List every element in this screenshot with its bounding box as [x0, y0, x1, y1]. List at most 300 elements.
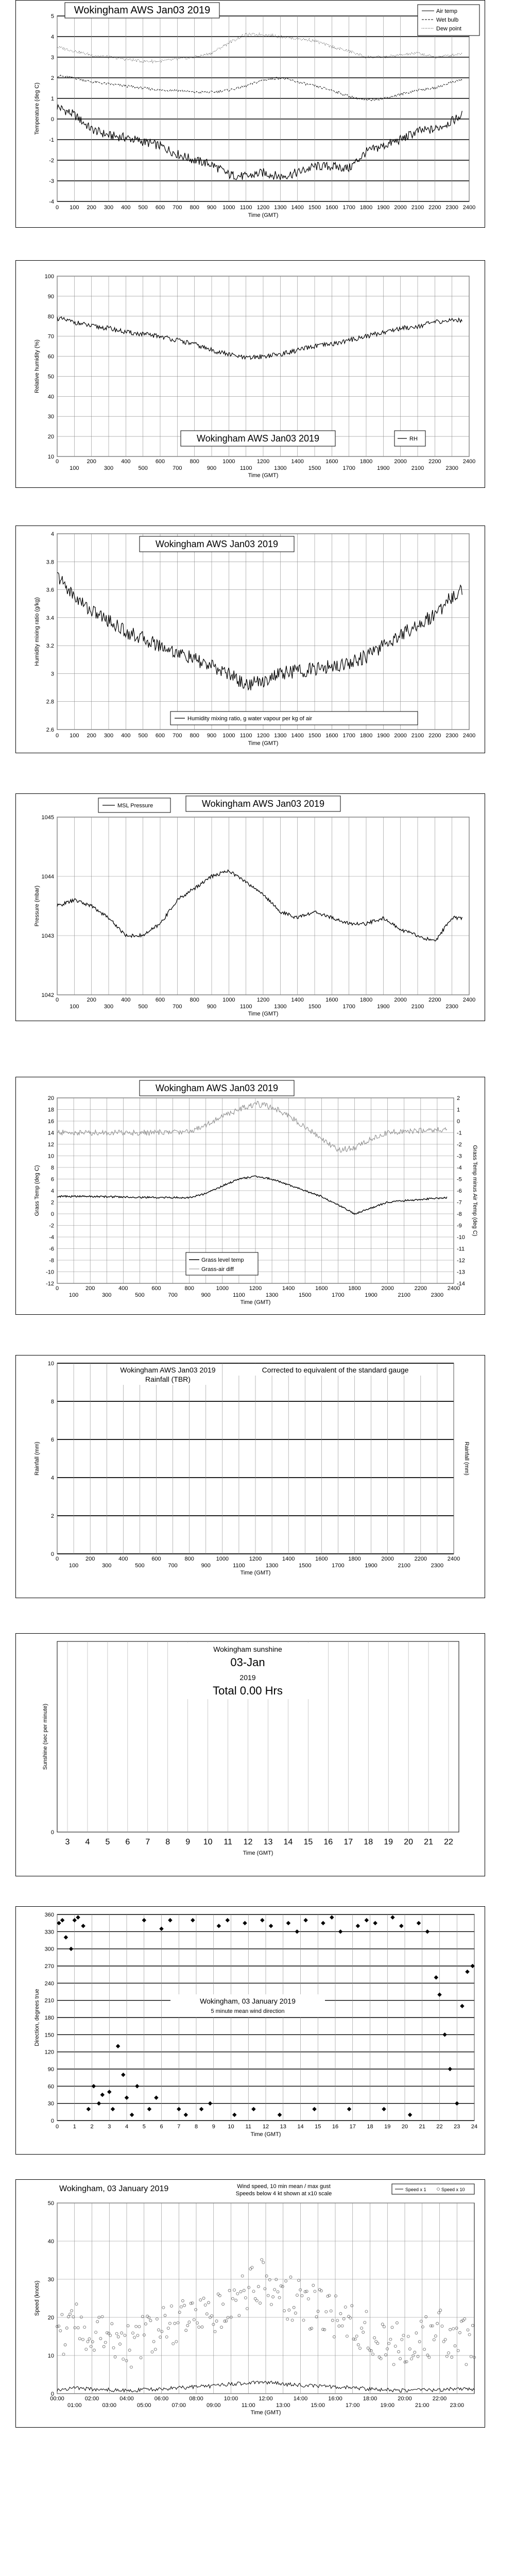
chart-title: Wokingham AWS Jan03 2019 [155, 1083, 279, 1093]
chart-title: Wokingham, 03 January 2019 [59, 2184, 169, 2193]
y-tick-label: 3.2 [46, 643, 54, 650]
x-tick-label: 21 [419, 2124, 425, 2130]
x-tick-label: 10 [203, 1838, 213, 1846]
x-tick-label: 20:00 [398, 2396, 412, 2402]
y-tick-label: 300 [44, 1946, 54, 1953]
x-tick-label: 1600 [325, 733, 338, 739]
x-tick-label: 5 [105, 1838, 110, 1846]
x-tick-label: 9 [212, 2124, 215, 2130]
x-tick-label: 1100 [239, 1004, 252, 1010]
x-tick-label: 2400 [447, 1285, 460, 1292]
chart-title: Wokingham AWS Jan03 2019 [196, 433, 320, 444]
x-tick-label: 1700 [332, 1563, 345, 1569]
x-tick-label: 20 [401, 2124, 408, 2130]
x-tick-label: 21 [424, 1838, 433, 1846]
x-tick-label: 2300 [445, 733, 458, 739]
y-tick-label: -10 [46, 1269, 54, 1276]
y-tick-label: 270 [44, 1963, 54, 1970]
x-tick-label: 2000 [381, 1285, 394, 1292]
x-tick-label: 13 [280, 2124, 286, 2130]
x-axis-label: Time (GMT) [248, 1011, 279, 1017]
chart-title: Wokingham AWS Jan03 2019 [155, 539, 279, 549]
x-tick-label: 500 [138, 465, 148, 471]
x-tick-label: 13:00 [276, 2402, 290, 2409]
y-tick-label: 90 [47, 2066, 54, 2073]
x-tick-label: 16 [332, 2124, 339, 2130]
x-tick-label: 700 [173, 1004, 182, 1010]
x-tick-label: 2000 [394, 459, 407, 465]
x-tick-label: 1200 [256, 459, 270, 465]
y-tick-label: 1 [50, 96, 54, 102]
x-tick-label: 2200 [428, 733, 441, 739]
x-tick-label: 600 [155, 733, 165, 739]
x-tick-label: 1500 [299, 1292, 312, 1298]
y-tick-label: 16 [47, 1118, 54, 1125]
x-tick-label: 18:00 [363, 2396, 377, 2402]
y-tick-label: 70 [47, 333, 54, 340]
x-tick-label: 1200 [249, 1556, 262, 1562]
y-tick-label: 4 [50, 1475, 54, 1481]
x-axis-label: Time (GMT) [248, 740, 279, 747]
chart-panel-pressure [15, 793, 485, 1021]
x-tick-label: 500 [138, 733, 148, 739]
x-tick-label: 12 [262, 2124, 269, 2130]
x-tick-label: 1200 [256, 733, 270, 739]
y-tick-label: -3 [49, 178, 54, 184]
y-tick-label: 1044 [41, 874, 54, 880]
x-tick-label: 2100 [411, 1004, 424, 1010]
x-tick-label: 600 [151, 1556, 161, 1562]
y-tick-label: -6 [49, 1246, 54, 1252]
y-tick-label: 330 [44, 1929, 54, 1936]
chart-total: Total 0.00 Hrs [213, 1684, 283, 1697]
x-tick-label: 1400 [291, 733, 304, 739]
y-right-tick-label: 0 [457, 1118, 460, 1125]
legend-label: MSL Pressure [117, 803, 153, 809]
y-tick-label: 3.4 [46, 615, 54, 621]
x-tick-label: 900 [201, 1563, 211, 1569]
x-tick-label: 2400 [462, 733, 476, 739]
x-axis-label: Time (GMT) [243, 1850, 273, 1856]
y-tick-label: 12 [47, 1142, 54, 1148]
y-axis-label: Sunshine (sec per minute) [42, 1703, 48, 1770]
y-tick-label: 60 [47, 2083, 54, 2090]
x-tick-label: 1700 [342, 205, 355, 211]
x-tick-label: 1000 [222, 733, 235, 739]
x-tick-label: 2400 [462, 997, 476, 1003]
x-tick-label: 1100 [239, 733, 252, 739]
x-tick-label: 1000 [216, 1556, 229, 1562]
x-tick-label: 300 [102, 1292, 112, 1298]
chart-panel-mixing-ratio [15, 526, 485, 753]
x-tick-label: 1600 [315, 1556, 328, 1562]
x-tick-label: 1900 [365, 1563, 377, 1569]
y-tick-label: 50 [47, 2200, 54, 2207]
y-right-tick-label: 2 [457, 1095, 460, 1101]
x-tick-label: 1700 [342, 465, 355, 471]
y-tick-label: 2.8 [46, 699, 54, 705]
x-tick-label: 800 [184, 1285, 194, 1292]
x-tick-label: 16:00 [328, 2396, 342, 2402]
x-tick-label: 1500 [308, 465, 321, 471]
x-tick-label: 1400 [291, 997, 304, 1003]
x-tick-label: 23:00 [450, 2402, 465, 2409]
y-tick-label: 40 [47, 394, 54, 400]
legend-label: Speed x 10 [441, 2187, 465, 2192]
x-tick-label: 2100 [411, 733, 424, 739]
x-tick-label: 0 [55, 997, 59, 1003]
x-tick-label: 23 [454, 2124, 460, 2130]
x-tick-label: 2200 [428, 459, 441, 465]
x-tick-label: 500 [138, 1004, 148, 1010]
chart-title: Wokingham sunshine [213, 1645, 282, 1653]
x-tick-label: 1400 [291, 205, 304, 211]
y-tick-label: 80 [47, 313, 54, 320]
y-tick-label: 150 [44, 2032, 54, 2039]
x-tick-label: 1000 [222, 205, 235, 211]
x-tick-label: 22:00 [432, 2396, 447, 2402]
x-tick-label: 200 [85, 1556, 95, 1562]
x-tick-label: 1700 [342, 733, 355, 739]
x-tick-label: 14:00 [293, 2396, 308, 2402]
x-tick-label: 1900 [377, 733, 390, 739]
legend-label: Dew point [436, 26, 461, 32]
y-tick-label: 1042 [41, 992, 54, 998]
x-tick-label: 1200 [256, 205, 270, 211]
x-tick-label: 2000 [394, 205, 407, 211]
x-tick-label: 1300 [274, 1004, 287, 1010]
x-tick-label: 1800 [359, 733, 373, 739]
chart-panel-grass-temp [15, 1077, 485, 1315]
chart-panel-wind-speed [15, 2179, 485, 2428]
chart-year: 2019 [239, 1673, 256, 1682]
x-tick-label: 600 [155, 459, 165, 465]
x-tick-label: 100 [68, 1563, 79, 1569]
y-right-tick-label: -10 [457, 1234, 465, 1241]
chart-panel-temperature [15, 0, 485, 228]
x-tick-label: 8 [194, 2124, 198, 2130]
x-tick-label: 16 [323, 1838, 333, 1846]
x-tick-label: 2100 [398, 1292, 410, 1298]
x-tick-label: 700 [173, 465, 182, 471]
legend-label: Humidity mixing ratio, g water vapour per kg of air [187, 716, 313, 722]
x-tick-label: 5 [142, 2124, 146, 2130]
y-tick-label: 20 [47, 1095, 54, 1101]
x-tick-label: 11 [245, 2124, 251, 2130]
x-tick-label: 900 [207, 1004, 217, 1010]
x-axis-label: Time (GMT) [250, 2131, 281, 2138]
x-tick-label: 1500 [308, 1004, 321, 1010]
y-tick-label: 240 [44, 1980, 54, 1987]
x-tick-label: 600 [151, 1285, 161, 1292]
y-tick-label: 10 [47, 2353, 54, 2359]
x-tick-label: 2 [90, 2124, 94, 2130]
y-tick-label: 120 [44, 2049, 54, 2056]
chart-note: Speeds below 4 kt shown at x10 scale [235, 2191, 332, 2197]
x-tick-label: 700 [173, 205, 182, 211]
y-right-tick-label: -2 [457, 1142, 462, 1148]
x-tick-label: 800 [190, 205, 199, 211]
x-tick-label: 1200 [249, 1285, 262, 1292]
y-tick-label: 40 [47, 2239, 54, 2245]
y-tick-label: 0 [50, 116, 54, 123]
x-tick-label: 04:00 [119, 2396, 134, 2402]
x-tick-label: 0 [55, 1556, 59, 1562]
x-tick-label: 500 [135, 1292, 145, 1298]
x-tick-label: 08:00 [189, 2396, 203, 2402]
x-tick-label: 02:00 [84, 2396, 99, 2402]
x-tick-label: 2400 [462, 205, 476, 211]
x-tick-label: 1300 [265, 1292, 279, 1298]
x-tick-label: 400 [121, 997, 131, 1003]
x-tick-label: 14 [283, 1838, 293, 1846]
x-axis-label: Time (GMT) [248, 212, 279, 218]
y-tick-label: -4 [49, 199, 54, 205]
x-tick-label: 6 [160, 2124, 163, 2130]
chart-subtitle: 5 minute mean wind direction [211, 2008, 285, 2014]
y-tick-label: 0 [50, 1551, 54, 1557]
x-tick-label: 2000 [394, 733, 407, 739]
y-tick-label: 14 [47, 1130, 54, 1137]
x-tick-label: 1600 [325, 205, 338, 211]
x-tick-label: 1000 [222, 997, 235, 1003]
chart-panel-humidity [15, 260, 485, 488]
x-tick-label: 09:00 [206, 2402, 221, 2409]
x-tick-label: 0 [55, 459, 59, 465]
y-tick-label: 30 [47, 414, 54, 420]
y-tick-label: 6 [50, 1176, 54, 1183]
y-axis-label: Temperature (deg C) [34, 82, 40, 135]
x-tick-label: 4 [85, 1838, 90, 1846]
legend-label: Grass level temp [201, 1257, 244, 1263]
x-tick-label: 2200 [428, 997, 441, 1003]
x-tick-label: 100 [70, 205, 79, 211]
y-tick-label: 360 [44, 1912, 54, 1918]
y-tick-label: 10 [47, 454, 54, 460]
y-tick-label: 20 [47, 434, 54, 440]
x-tick-label: 10 [228, 2124, 234, 2130]
x-tick-label: 17:00 [345, 2402, 360, 2409]
x-tick-label: 400 [121, 205, 131, 211]
y-right-tick-label: -12 [457, 1258, 465, 1264]
y-tick-label: 0 [50, 1211, 54, 1217]
y-tick-label: 180 [44, 2015, 54, 2021]
x-tick-label: 1300 [274, 733, 287, 739]
x-tick-label: 19:00 [380, 2402, 395, 2409]
x-tick-label: 200 [87, 459, 96, 465]
y-tick-label: 2.6 [46, 727, 54, 733]
x-tick-label: 1400 [291, 459, 304, 465]
x-tick-label: 1000 [216, 1285, 229, 1292]
chart-panel-wind-direction [15, 1906, 485, 2155]
x-tick-label: 18 [367, 2124, 373, 2130]
x-tick-label: 1500 [308, 205, 321, 211]
chart-panel-rainfall [15, 1355, 485, 1598]
legend-label: Wet bulb [436, 17, 459, 23]
legend-label: Speed x 1 [405, 2187, 426, 2192]
y-tick-label: 4 [50, 34, 54, 40]
y-right-tick-label: -13 [457, 1269, 465, 1276]
y-tick-label: 18 [47, 1107, 54, 1113]
chart-title: Wokingham AWS Jan03 2019 [74, 5, 211, 16]
x-tick-label: 300 [104, 1004, 114, 1010]
chart-title: Wokingham AWS Jan03 2019 [201, 799, 325, 809]
x-tick-label: 1100 [233, 1292, 245, 1298]
y-tick-label: 100 [44, 274, 54, 280]
x-tick-label: 01:00 [67, 2402, 82, 2409]
chart-panel-sunshine [15, 1633, 485, 1876]
x-tick-label: 1800 [359, 205, 373, 211]
y-tick-label: 3.8 [46, 559, 54, 566]
x-tick-label: 900 [207, 733, 217, 739]
x-tick-label: 1 [73, 2124, 76, 2130]
y-tick-label: 1043 [41, 933, 54, 939]
y-tick-label: -2 [49, 158, 54, 164]
x-tick-label: 18 [364, 1838, 373, 1846]
x-tick-label: 1900 [377, 205, 390, 211]
x-tick-label: 1100 [239, 205, 252, 211]
y-right-tick-label: -6 [457, 1188, 462, 1194]
x-tick-label: 05:00 [136, 2402, 151, 2409]
x-tick-label: 3 [108, 2124, 111, 2130]
x-tick-label: 300 [104, 733, 114, 739]
x-tick-label: 200 [85, 1285, 95, 1292]
y-tick-label: 5 [50, 13, 54, 20]
y-tick-label: 2 [50, 75, 54, 81]
y-tick-label: 0 [50, 2118, 54, 2124]
x-tick-label: 15:00 [311, 2402, 325, 2409]
x-tick-label: 1400 [282, 1285, 295, 1292]
x-tick-label: 300 [102, 1563, 112, 1569]
x-tick-label: 2100 [411, 465, 424, 471]
x-tick-label: 0 [55, 2124, 59, 2130]
x-tick-label: 800 [190, 733, 199, 739]
y-axis-label: Speed (knots) [34, 2280, 40, 2316]
x-tick-label: 1600 [325, 997, 338, 1003]
x-tick-label: 1300 [265, 1563, 279, 1569]
y-tick-label: 30 [47, 2100, 54, 2107]
x-tick-label: 7 [177, 2124, 181, 2130]
chart-subtitle: Wind speed, 10 min mean / max gust [237, 2183, 331, 2190]
x-tick-label: 21:00 [415, 2402, 430, 2409]
x-tick-label: 300 [104, 205, 114, 211]
y-tick-label: 10 [47, 1361, 54, 1367]
x-tick-label: 100 [70, 465, 79, 471]
x-tick-label: 1700 [332, 1292, 345, 1298]
x-tick-label: 1800 [359, 459, 373, 465]
x-tick-label: 9 [185, 1838, 191, 1846]
x-tick-label: 1600 [325, 459, 338, 465]
x-tick-label: 2300 [445, 205, 458, 211]
chart-subtitle: Rainfall (TBR) [145, 1375, 191, 1383]
y-tick-label: 30 [47, 2277, 54, 2283]
y-right-tick-label: -11 [457, 1246, 465, 1252]
x-axis-label: Time (GMT) [240, 1299, 271, 1306]
x-tick-label: 6 [125, 1838, 130, 1846]
x-tick-label: 1000 [222, 459, 235, 465]
x-tick-label: 22 [436, 2124, 443, 2130]
x-tick-label: 100 [68, 1292, 79, 1298]
x-tick-label: 1900 [377, 465, 390, 471]
x-tick-label: 400 [118, 1285, 128, 1292]
x-tick-label: 12:00 [259, 2396, 273, 2402]
x-axis-label: Time (GMT) [250, 2410, 281, 2416]
x-tick-label: 1800 [359, 997, 373, 1003]
y-right-tick-label: -8 [457, 1211, 462, 1217]
x-tick-label: 400 [118, 1556, 128, 1562]
x-tick-label: 1900 [377, 1004, 390, 1010]
y-tick-label: 0 [50, 1829, 54, 1836]
x-tick-label: 100 [70, 1004, 79, 1010]
y-axis-label: Direction, degrees true [34, 1989, 40, 2046]
x-tick-label: 0 [55, 205, 59, 211]
x-tick-label: 1400 [282, 1556, 295, 1562]
x-tick-label: 17 [349, 2124, 356, 2130]
x-tick-label: 1200 [256, 997, 270, 1003]
x-tick-label: 2000 [381, 1556, 394, 1562]
x-tick-label: 22 [444, 1838, 453, 1846]
x-tick-label: 600 [155, 997, 165, 1003]
x-tick-label: 7 [145, 1838, 150, 1846]
x-tick-label: 600 [155, 205, 165, 211]
y-axis-label: Humidity mixing ratio (g/kg) [34, 597, 40, 666]
x-tick-label: 1500 [308, 733, 321, 739]
x-tick-label: 12 [243, 1838, 253, 1846]
y-tick-label: 2 [50, 1199, 54, 1206]
x-tick-label: 00:00 [50, 2396, 64, 2402]
y-tick-label: 4 [50, 531, 54, 537]
x-tick-label: 100 [70, 733, 79, 739]
x-tick-label: 800 [190, 459, 199, 465]
x-tick-label: 1900 [365, 1292, 377, 1298]
x-tick-label: 0 [55, 733, 59, 739]
x-tick-label: 2200 [414, 1556, 427, 1562]
y-axis-label: Rainfall (mm) [34, 1442, 40, 1476]
x-tick-label: 2100 [411, 205, 424, 211]
x-tick-label: 1300 [274, 205, 287, 211]
x-axis-label: Time (GMT) [248, 472, 279, 479]
legend-label: Grass-air diff [201, 1266, 234, 1273]
x-tick-label: 700 [168, 1292, 178, 1298]
y-tick-label: 90 [47, 293, 54, 300]
y-right-tick-label: 1 [457, 1107, 460, 1113]
x-tick-label: 2200 [428, 205, 441, 211]
x-tick-label: 300 [104, 465, 114, 471]
chart-subtitle: 03-Jan [230, 1656, 265, 1669]
x-tick-label: 3 [65, 1838, 70, 1846]
chart-title: Wokingham AWS Jan03 2019 [120, 1366, 216, 1374]
y-right-tick-label: -5 [457, 1176, 462, 1183]
x-tick-label: 15 [303, 1838, 313, 1846]
legend-label: Air temp [436, 8, 457, 14]
y-tick-label: 20 [47, 2315, 54, 2321]
x-tick-label: 200 [87, 205, 96, 211]
x-tick-label: 07:00 [171, 2402, 186, 2409]
x-tick-label: 500 [138, 205, 148, 211]
x-tick-label: 0 [55, 1285, 59, 1292]
y-tick-label: -4 [49, 1234, 54, 1241]
x-tick-label: 400 [121, 459, 131, 465]
x-tick-label: 1600 [315, 1285, 328, 1292]
x-tick-label: 11 [224, 1838, 232, 1846]
x-tick-label: 15 [315, 2124, 321, 2130]
x-tick-label: 11:00 [241, 2402, 255, 2409]
chart-note: Corrected to equivalent of the standard gauge [262, 1366, 409, 1374]
y-right-tick-label: -7 [457, 1199, 462, 1206]
y-tick-label: 8 [50, 1165, 54, 1171]
y-right-tick-label: -9 [457, 1223, 462, 1229]
x-tick-label: 700 [168, 1563, 178, 1569]
